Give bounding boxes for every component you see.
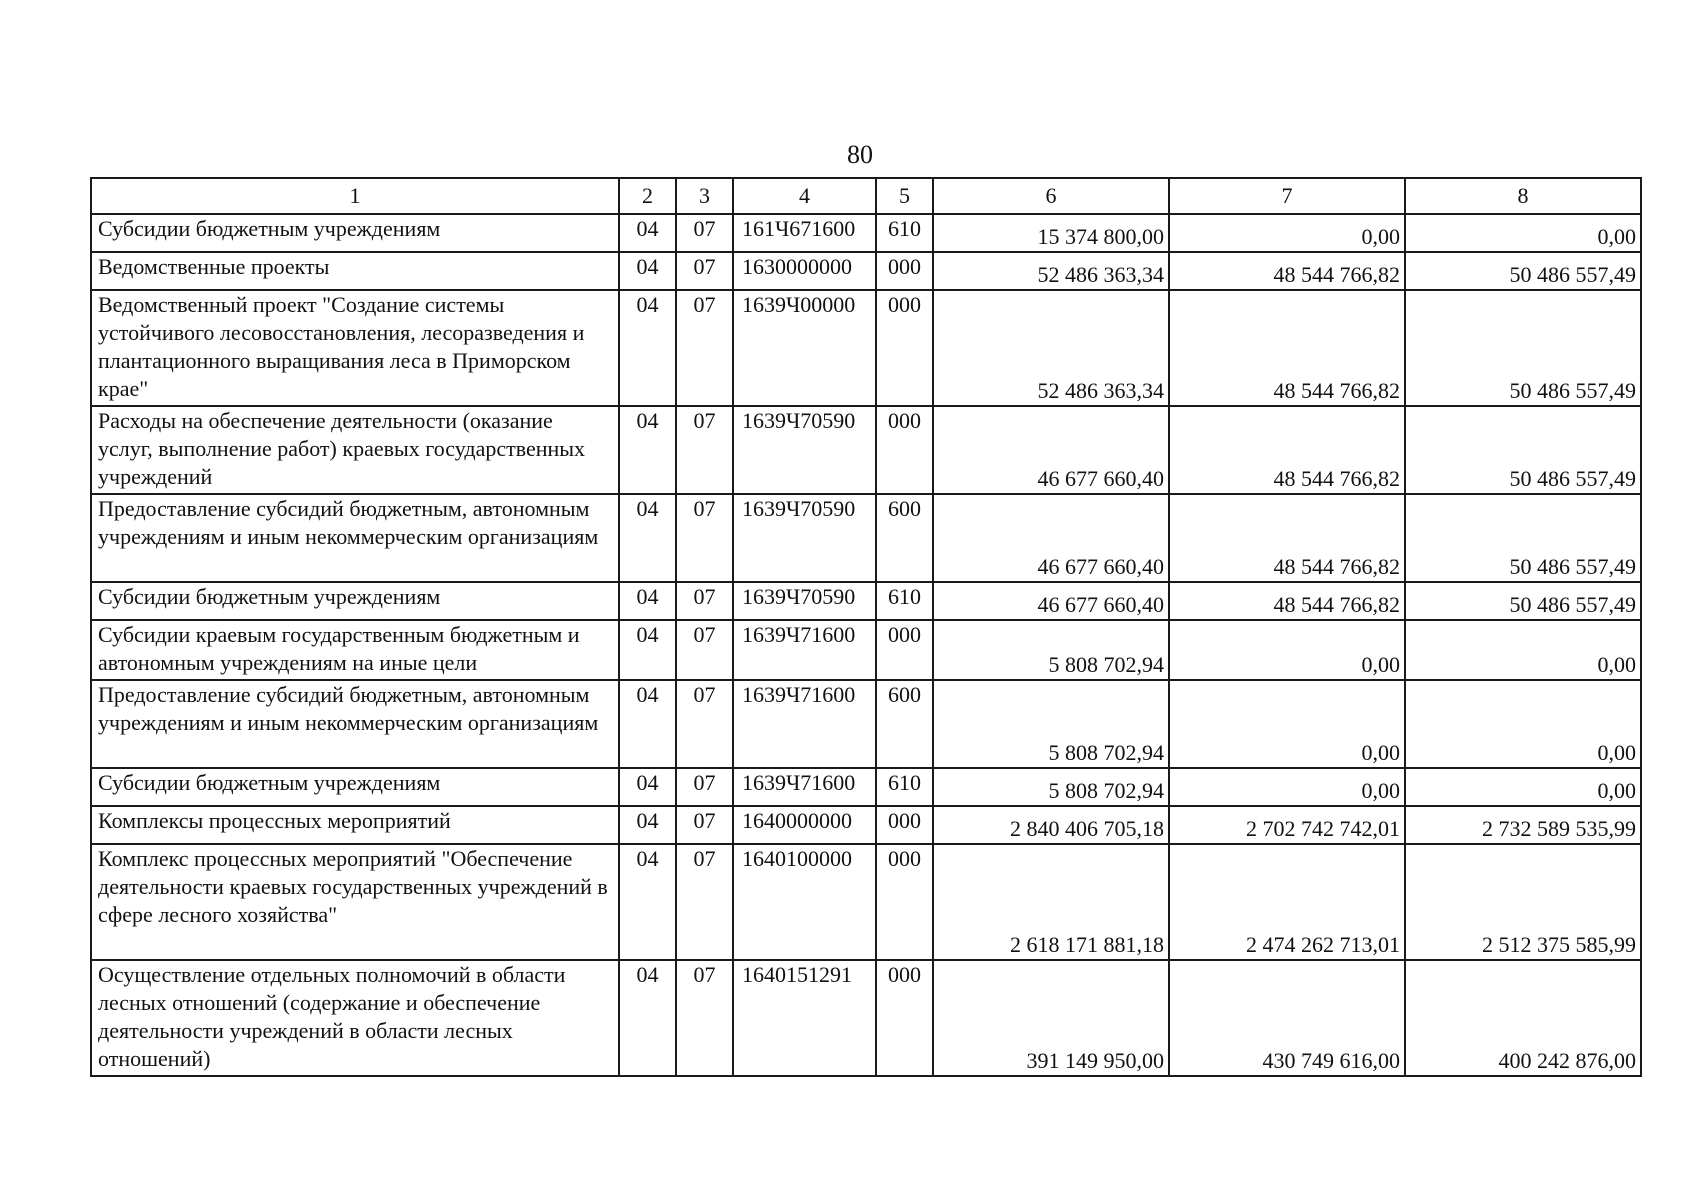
amount-col-8: 0,00 — [1405, 620, 1641, 680]
section-code: 04 — [619, 582, 676, 620]
subsection-code: 07 — [676, 290, 733, 406]
subsection-code: 07 — [676, 806, 733, 844]
table-row — [91, 252, 1641, 290]
subsection-code: 07 — [676, 620, 733, 680]
target-article-code: 1639Ч71600 — [733, 768, 876, 806]
target-article-code: 1640100000 — [733, 844, 876, 960]
section-code: 04 — [619, 214, 676, 252]
table-row — [91, 494, 1641, 582]
item-name: Предоставление субсидий бюджетным, автономным учреждениям и иным некоммерческим организациям — [91, 680, 619, 768]
column-header: 3 — [676, 178, 733, 214]
table-row — [91, 406, 1641, 494]
table-row — [91, 582, 1641, 620]
item-name: Расходы на обеспечение деятельности (оказание услуг, выполнение работ) краевых государственных учреждений — [91, 406, 619, 494]
amount-col-8: 2 512 375 585,99 — [1405, 844, 1641, 960]
amount-col-7: 48 544 766,82 — [1169, 290, 1405, 406]
amount-col-6: 5 808 702,94 — [933, 768, 1169, 806]
amount-col-6: 15 374 800,00 — [933, 214, 1169, 252]
expense-type-code: 600 — [876, 680, 933, 768]
amount-col-6: 52 486 363,34 — [933, 252, 1169, 290]
amount-col-8: 50 486 557,49 — [1405, 406, 1641, 494]
amount-col-6: 52 486 363,34 — [933, 290, 1169, 406]
column-header: 6 — [933, 178, 1169, 214]
amount-col-6: 46 677 660,40 — [933, 406, 1169, 494]
table-row — [91, 680, 1641, 768]
section-code: 04 — [619, 406, 676, 494]
amount-col-7: 0,00 — [1169, 680, 1405, 768]
column-header: 2 — [619, 178, 676, 214]
amount-col-8: 0,00 — [1405, 768, 1641, 806]
target-article-code: 1639Ч00000 — [733, 290, 876, 406]
amount-col-7: 2 474 262 713,01 — [1169, 844, 1405, 960]
expense-type-code: 610 — [876, 214, 933, 252]
subsection-code: 07 — [676, 252, 733, 290]
column-header: 1 — [91, 178, 619, 214]
amount-col-8: 400 242 876,00 — [1405, 960, 1641, 1076]
item-name: Субсидии бюджетным учреждениям — [91, 582, 619, 620]
subsection-code: 07 — [676, 960, 733, 1076]
amount-col-7: 0,00 — [1169, 768, 1405, 806]
item-name: Субсидии бюджетным учреждениям — [91, 214, 619, 252]
section-code: 04 — [619, 680, 676, 768]
amount-col-6: 46 677 660,40 — [933, 494, 1169, 582]
column-header: 7 — [1169, 178, 1405, 214]
subsection-code: 07 — [676, 214, 733, 252]
table-row — [91, 290, 1641, 406]
expense-type-code: 610 — [876, 582, 933, 620]
amount-col-6: 2 618 171 881,18 — [933, 844, 1169, 960]
subsection-code: 07 — [676, 768, 733, 806]
amount-col-7: 2 702 742 742,01 — [1169, 806, 1405, 844]
target-article-code: 1630000000 — [733, 252, 876, 290]
table-row — [91, 960, 1641, 1076]
amount-col-8: 50 486 557,49 — [1405, 582, 1641, 620]
expense-type-code: 600 — [876, 494, 933, 582]
expense-type-code: 000 — [876, 290, 933, 406]
item-name: Комплекс процессных мероприятий "Обеспечение деятельности краевых государственных учреждений в сфере лесного хозяйства" — [91, 844, 619, 960]
column-header: 8 — [1405, 178, 1641, 214]
amount-col-6: 5 808 702,94 — [933, 680, 1169, 768]
target-article-code: 1639Ч70590 — [733, 494, 876, 582]
page-number: 80 — [847, 140, 873, 169]
amount-col-7: 48 544 766,82 — [1169, 494, 1405, 582]
amount-col-8: 50 486 557,49 — [1405, 290, 1641, 406]
expense-type-code: 000 — [876, 406, 933, 494]
section-code: 04 — [619, 806, 676, 844]
amount-col-6: 5 808 702,94 — [933, 620, 1169, 680]
subsection-code: 07 — [676, 680, 733, 768]
expense-type-code: 610 — [876, 768, 933, 806]
item-name: Предоставление субсидий бюджетным, автономным учреждениям и иным некоммерческим организациям — [91, 494, 619, 582]
amount-col-7: 0,00 — [1169, 620, 1405, 680]
item-name: Ведомственный проект "Создание системы устойчивого лесовосстановления, лесоразведения и плантационного выращивания леса в Приморском крае" — [91, 290, 619, 406]
expense-type-code: 000 — [876, 620, 933, 680]
expense-type-code: 000 — [876, 960, 933, 1076]
section-code: 04 — [619, 768, 676, 806]
section-code: 04 — [619, 844, 676, 960]
table-row — [91, 806, 1641, 844]
amount-col-8: 50 486 557,49 — [1405, 494, 1641, 582]
target-article-code: 1640151291 — [733, 960, 876, 1076]
target-article-code: 161Ч671600 — [733, 214, 876, 252]
item-name: Ведомственные проекты — [91, 252, 619, 290]
target-article-code: 1639Ч71600 — [733, 620, 876, 680]
column-header: 4 — [733, 178, 876, 214]
expense-type-code: 000 — [876, 806, 933, 844]
table-row — [91, 768, 1641, 806]
amount-col-8: 2 732 589 535,99 — [1405, 806, 1641, 844]
amount-col-6: 391 149 950,00 — [933, 960, 1169, 1076]
section-code: 04 — [619, 252, 676, 290]
amount-col-6: 2 840 406 705,18 — [933, 806, 1169, 844]
subsection-code: 07 — [676, 494, 733, 582]
item-name: Субсидии краевым государственным бюджетным и автономным учреждениям на иные цели — [91, 620, 619, 680]
target-article-code: 1640000000 — [733, 806, 876, 844]
table-row — [91, 620, 1641, 680]
item-name: Комплексы процессных мероприятий — [91, 806, 619, 844]
table-row — [91, 214, 1641, 252]
section-code: 04 — [619, 960, 676, 1076]
expense-type-code: 000 — [876, 252, 933, 290]
amount-col-7: 48 544 766,82 — [1169, 582, 1405, 620]
column-header: 5 — [876, 178, 933, 214]
target-article-code: 1639Ч70590 — [733, 406, 876, 494]
table-row — [91, 844, 1641, 960]
amount-col-7: 48 544 766,82 — [1169, 252, 1405, 290]
item-name: Осуществление отдельных полномочий в области лесных отношений (содержание и обеспечение деятельности учреждений в области лесных отношений) — [91, 960, 619, 1076]
section-code: 04 — [619, 620, 676, 680]
expense-type-code: 000 — [876, 844, 933, 960]
subsection-code: 07 — [676, 844, 733, 960]
subsection-code: 07 — [676, 582, 733, 620]
item-name: Субсидии бюджетным учреждениям — [91, 768, 619, 806]
amount-col-8: 0,00 — [1405, 680, 1641, 768]
amount-col-6: 46 677 660,40 — [933, 582, 1169, 620]
budget-table — [90, 177, 1642, 1077]
amount-col-7: 0,00 — [1169, 214, 1405, 252]
amount-col-7: 48 544 766,82 — [1169, 406, 1405, 494]
amount-col-8: 0,00 — [1405, 214, 1641, 252]
subsection-code: 07 — [676, 406, 733, 494]
amount-col-7: 430 749 616,00 — [1169, 960, 1405, 1076]
section-code: 04 — [619, 290, 676, 406]
section-code: 04 — [619, 494, 676, 582]
target-article-code: 1639Ч70590 — [733, 582, 876, 620]
amount-col-8: 50 486 557,49 — [1405, 252, 1641, 290]
table-header-row — [91, 178, 1641, 214]
target-article-code: 1639Ч71600 — [733, 680, 876, 768]
